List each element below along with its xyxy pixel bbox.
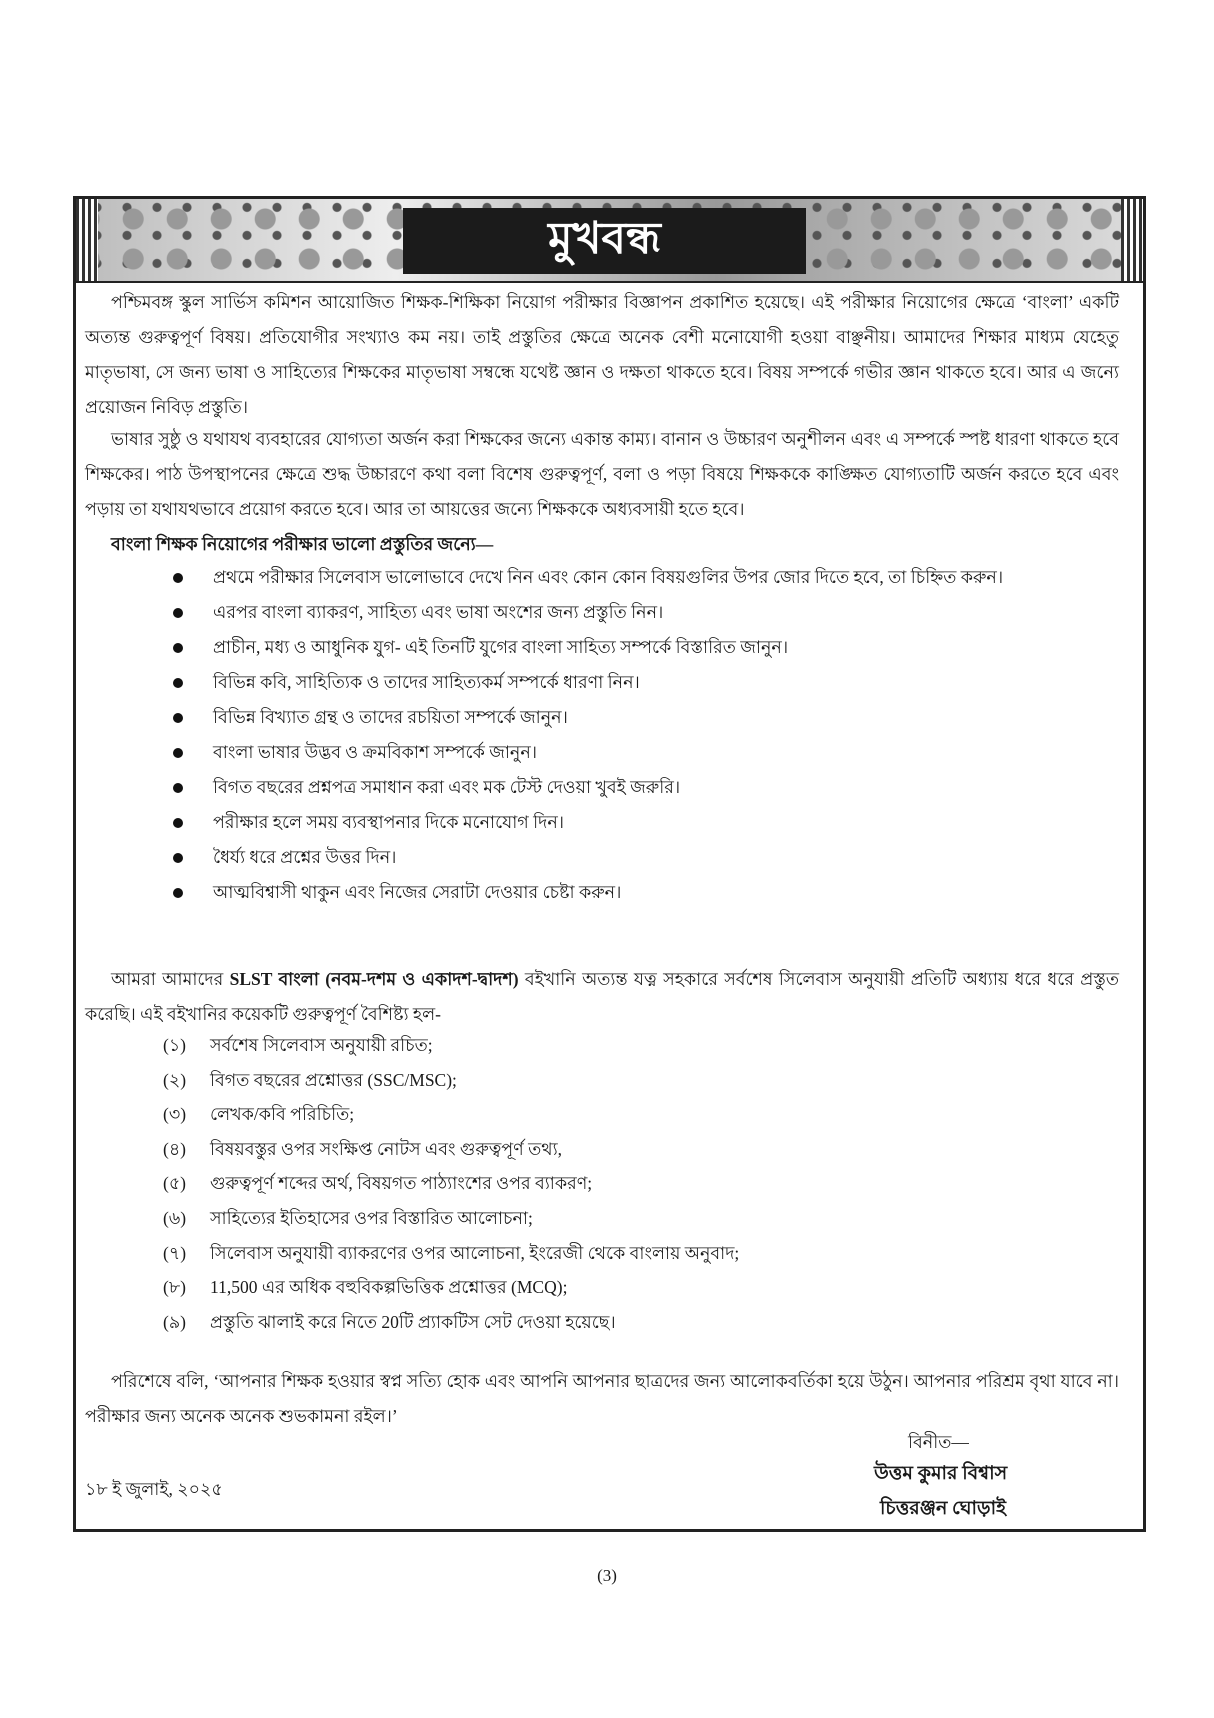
feature-text: সিলেবাস অনুযায়ী ব্যাকরণের ওপর আলোচনা, ইংরেজী থেকে বাংলায় অনুবাদ; <box>210 1242 740 1263</box>
feature-item <box>163 1097 354 1132</box>
feature-text: বিগত বছরের প্রশ্নোত্তর (SSC/MSC); <box>210 1069 457 1090</box>
bullet-icon <box>173 748 183 758</box>
tips-heading: বাংলা শিক্ষক নিয়োগের পরীক্ষার ভালো প্রস্তুতির জন্যে— <box>111 534 494 554</box>
feature-text: সাহিত্যের ইতিহাসের ওপর বিস্তারিত আলোচনা; <box>210 1208 533 1228</box>
tip-item <box>173 735 537 770</box>
author-name: চিত্তরঞ্জন ঘোড়াই <box>880 1498 1006 1519</box>
tip-item <box>173 560 1003 595</box>
feature-number: (১) <box>163 1035 187 1055</box>
feature-item <box>163 1132 562 1167</box>
tip-text: বিগত বছরের প্রশ্নপত্র সমাধান করা এবং মক টেস্ট দেওয়া খুবই জরুরি। <box>213 777 681 797</box>
closing-paragraph: পরিশেষে বলি, ‘আপনার শিক্ষক হওয়ার স্বপ্ন সত্যি হোক এবং আপনি আপনার ছাত্রদের জন্য আলোকবর্তিকা হয়ে উঠুন। আপনার পরিশ্রম বৃথা যাবে না। পরীক্ষার জন্য অনেক অনেক শুভকামনা রইল।’ <box>85 1371 1119 1426</box>
book-title: SLST বাংলা (নবম-দশম ও একাদশ-দ্বাদশ) <box>229 969 519 989</box>
feature-item <box>163 1063 457 1098</box>
feature-item <box>163 1028 433 1063</box>
date: ১৮ ই জুলাই, ২০২৫ <box>85 1479 223 1499</box>
feature-item <box>163 1305 616 1340</box>
feature-number: (৬) <box>163 1208 187 1228</box>
tip-item <box>173 805 564 840</box>
feature-number: (৪) <box>163 1138 187 1159</box>
tip-item <box>173 770 680 805</box>
tip-text: বিভিন্ন বিখ্যাত গ্রন্থ ও তাদের রচয়িতা সম্পর্কে জানুন। <box>213 707 568 727</box>
feature-item <box>163 1201 533 1236</box>
page-title: মুখবন্ধ <box>548 213 661 263</box>
feature-item <box>163 1270 567 1305</box>
preface-frame <box>73 196 1146 1532</box>
feature-item <box>163 1236 739 1271</box>
tip-text: প্রাচীন, মধ্য ও আধুনিক যুগ- এই তিনটি যুগের বাংলা সাহিত্য সম্পর্কে বিস্তারিত জানুন। <box>213 637 789 657</box>
book-paragraph <box>85 962 1119 1032</box>
feature-text: প্রস্তুতি ঝালাই করে নিতে 20টি প্র্যাকটিস সেট দেওয়া হয়েছে। <box>210 1311 616 1332</box>
ornamental-header-band <box>76 199 1143 283</box>
second-paragraph: ভাষার সুষ্ঠু ও যথাযথ ব্যবহারের যোগ্যতা অর্জন করা শিক্ষকের জন্যে একান্ত কাম্য। বানান ও উচ্চারণ অনুশীলন এবং এ সম্পর্কে স্পষ্ট ধারণা থাকতে হবে শিক্ষকের। পাঠ উপস্থাপনের ক্ষেত্রে শুদ্ধ উচ্চারণে কথা বলা বিশেষ গুরুত্বপূর্ণ, বলা ও পড়া বিষয়ে শিক্ষককে কাঙ্ক্ষিত যোগ্যতাটি অর্জন করতে হবে এবং পড়ায় তা যথাযথভাবে প্রয়োগ করতে হবে। আর তা আয়ত্তের জন্যে শিক্ষককে অধ্যবসায়ী হতে হবে। <box>85 429 1119 519</box>
tip-text: বিভিন্ন কবি, সাহিত্যিক ও তাদের সাহিত্যকর্ম সম্পর্কে ধারণা নিন। <box>213 672 640 692</box>
feature-number: (৩) <box>163 1104 187 1125</box>
bullet-icon <box>173 783 183 793</box>
book-text-before: আমরা আমাদের <box>111 969 230 989</box>
tip-text: ধৈর্য্য ধরে প্রশ্নের উত্তর দিন। <box>213 847 397 867</box>
bullet-icon <box>173 818 183 828</box>
tip-text: এরপর বাংলা ব্যাকরণ, সাহিত্য এবং ভাষা অংশের জন্য প্রস্তুতি নিন। <box>213 602 664 622</box>
bullet-icon <box>173 853 183 863</box>
title-box <box>403 208 806 274</box>
author-name: উত্তম কুমার বিশ্বাস <box>874 1463 1008 1484</box>
feature-number: (৫) <box>163 1173 187 1194</box>
bullet-icon <box>173 643 183 653</box>
book-text-after: বইখানি অত্যন্ত যত্ন সহকারে সর্বশেষ সিলেবাস অনুযায়ী প্রতিটি অধ্যায় ধরে ধরে প্রস্তুত করেছি। এই বইখানির কয়েকটি গুরুত্বপূর্ণ বৈশিষ্ট্য হল- <box>85 969 1119 1024</box>
page-number: (3) <box>597 1566 617 1585</box>
bullet-icon <box>173 608 183 618</box>
tip-text: বাংলা ভাষার উদ্ভব ও ক্রমবিকাশ সম্পর্কে জানুন। <box>213 742 538 762</box>
feature-text: বিষয়বস্তুর ওপর সংক্ষিপ্ত নোটস এবং গুরুত্বপূর্ণ তথ্য, <box>210 1138 563 1159</box>
tip-text: পরীক্ষার হলে সময় ব্যবস্থাপনার দিকে মনোযোগ দিন। <box>213 812 565 832</box>
feature-number: (৯) <box>163 1311 187 1332</box>
tip-item <box>173 665 640 700</box>
feature-text: সর্বশেষ সিলেবাস অনুযায়ী রচিত; <box>210 1035 433 1055</box>
feature-number: (২) <box>163 1069 187 1090</box>
tip-item <box>173 595 663 630</box>
bullet-icon <box>173 573 183 583</box>
tip-item <box>173 630 788 665</box>
bullet-icon <box>173 888 183 898</box>
signoff: বিনীত— <box>908 1432 969 1452</box>
intro-paragraph: পশ্চিমবঙ্গ স্কুল সার্ভিস কমিশন আয়োজিত শিক্ষক-শিক্ষিকা নিয়োগ পরীক্ষার বিজ্ঞাপন প্রকাশিত হয়েছে। এই পরীক্ষার নিয়োগের ক্ষেত্রে ‘বাংলা’ একটি অত্যন্ত গুরুত্বপূর্ণ বিষয়। প্রতিযোগীর সংখ্যাও কম নয়। তাই প্রস্তুতির ক্ষেত্রে অনেক বেশী মনোযোগী হওয়া বাঞ্ছনীয়। আমাদের শিক্ষার মাধ্যম যেহেতু মাতৃভাষা, সে জন্য ভাষা ও সাহিত্যের শিক্ষকের মাতৃভাষা সম্বন্ধে যথেষ্ট জ্ঞান ও দক্ষতা থাকতে হবে। বিষয় সম্পর্কে গভীর জ্ঞান থাকতে হবে। আর এ জন্যে প্রয়োজন নিবিড় প্রস্তুতি। <box>85 292 1119 417</box>
bullet-icon <box>173 678 183 688</box>
tip-item <box>173 700 568 735</box>
feature-text: 11,500 এর অধিক বহুবিকল্পভিত্তিক প্রশ্নোত্তর (MCQ); <box>210 1277 568 1298</box>
feature-number: (৮) <box>163 1277 187 1298</box>
tip-item <box>173 875 621 910</box>
tip-item <box>173 840 396 875</box>
tip-text: প্রথমে পরীক্ষার সিলেবাস ভালোভাবে দেখে নিন এবং কোন কোন বিষয়গুলির উপর জোর দিতে হবে, তা চিহ্নিত করুন। <box>213 567 1004 587</box>
bullet-icon <box>173 713 183 723</box>
tip-text: আত্মবিশ্বাসী থাকুন এবং নিজের সেরাটা দেওয়ার চেষ্টা করুন। <box>213 882 622 902</box>
feature-number: (৭) <box>163 1242 187 1263</box>
feature-item <box>163 1166 592 1201</box>
feature-text: লেখক/কবি পরিচিতি; <box>210 1104 355 1125</box>
feature-text: গুরুত্বপূর্ণ শব্দের অর্থ, বিষয়গত পাঠ্যাংশের ওপর ব্যাকরণ; <box>210 1173 593 1194</box>
